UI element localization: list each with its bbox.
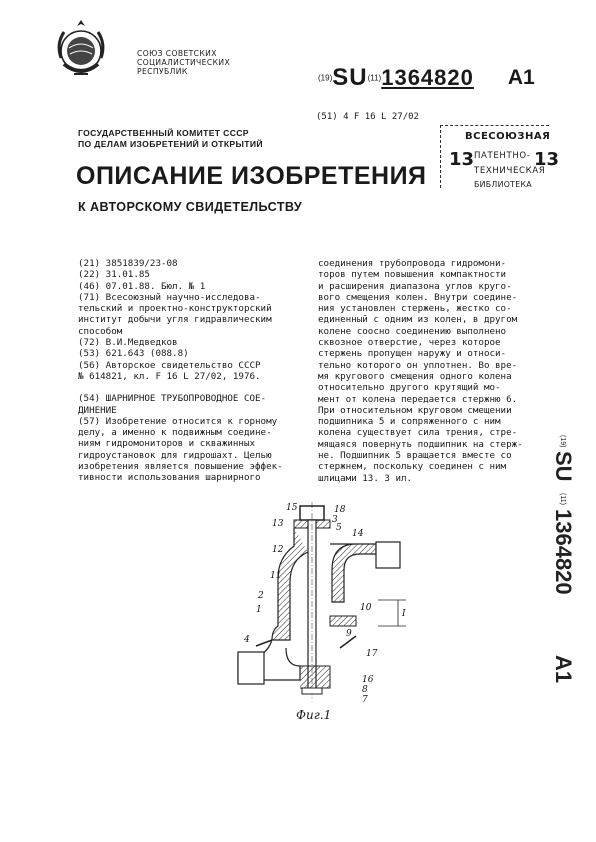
side-code: SU bbox=[551, 451, 576, 482]
upper-elbow bbox=[330, 544, 376, 602]
part-label: 14 bbox=[352, 529, 364, 539]
abstract-line: гидроустановок для гидрошахт. Целью bbox=[78, 449, 272, 461]
agency-name bbox=[78, 128, 263, 150]
bibliographic-data bbox=[78, 258, 308, 484]
abstract-line: ния установлен стержень, жестко со- bbox=[318, 303, 512, 315]
part-label: 1 bbox=[256, 605, 262, 615]
abstract-line: сквозное отверстие, через которое bbox=[318, 337, 501, 349]
abstract-line: не. Подшипник 5 вращается вместе со bbox=[318, 450, 512, 462]
library-stamp bbox=[440, 125, 560, 189]
part-label: 3 bbox=[332, 515, 338, 525]
number-tag: (11) bbox=[367, 73, 382, 83]
part-label: 5 bbox=[336, 523, 342, 533]
biblio-line: (53) 621.643 (088.8) bbox=[78, 348, 189, 360]
biblio-line: институт добычи угля гидравлическим bbox=[78, 314, 272, 326]
part-label: 11 bbox=[270, 571, 282, 581]
abstract-line: тивности использования шарнирного bbox=[78, 472, 261, 484]
side-number: 1364820 bbox=[551, 509, 576, 595]
stamp-number: 13 bbox=[449, 149, 475, 170]
stamp-line: БИБЛИОТЕКА bbox=[474, 180, 532, 189]
abstract-line: ниям гидромониторов и скважинных bbox=[78, 438, 256, 450]
part-label: 2 bbox=[258, 591, 264, 601]
ipc-classification: (51) 4 F 16 L 27/02 bbox=[316, 112, 419, 122]
stamp-number: 13 bbox=[534, 149, 560, 170]
part-label: 18 bbox=[334, 505, 346, 515]
abstract-line: изобретения является повышение эффек- bbox=[78, 461, 283, 473]
abstract-line: колене соосно соединению выполнено bbox=[318, 325, 507, 337]
side-tag: (11) bbox=[559, 493, 566, 505]
document-title: ОПИСАНИЕ ИЗОБРЕТЕНИЯ bbox=[76, 162, 427, 190]
abstract-line: стержнем, поскольку соединен с ним bbox=[318, 461, 507, 473]
side-patent-id bbox=[548, 433, 580, 703]
patent-number: 1364820 bbox=[381, 65, 474, 90]
biblio-line: способом bbox=[78, 325, 123, 337]
part-label: 8 bbox=[362, 685, 368, 695]
part-label: 13 bbox=[272, 519, 284, 529]
org-line: СОЦИАЛИСТИЧЕСКИХ bbox=[137, 57, 231, 67]
abstract-line: (57) Изобретение относится к горному bbox=[78, 415, 278, 427]
part-label: 9 bbox=[346, 629, 352, 639]
invention-title-line: (54) ШАРНИРНОЕ ТРУБОПРОВОДНОЕ СОЕ- bbox=[78, 393, 267, 405]
stamp-line: ПАТЕНТНО- bbox=[474, 151, 531, 161]
org-line: СОЮЗ СОВЕТСКИХ bbox=[137, 49, 217, 58]
abstract-line: подшипника 5 и сопряженного с ним bbox=[318, 416, 501, 428]
abstract-continued bbox=[318, 258, 550, 484]
technical-drawing bbox=[228, 498, 422, 708]
abstract-line: соединения трубопровода гидромони- bbox=[318, 258, 507, 269]
abstract-line: торов путем повышения компактности bbox=[318, 269, 507, 281]
abstract-line: При относительном круговом смещении bbox=[318, 404, 512, 416]
biblio-line: (56) Авторское свидетельство СССР bbox=[78, 359, 261, 371]
abstract-line: мя кругового смещения одного колена bbox=[318, 370, 512, 382]
inlet-pipe bbox=[238, 652, 264, 684]
biblio-line: (46) 07.01.88. Бюл. № 1 bbox=[78, 280, 206, 292]
biblio-line: (22) 31.01.85 bbox=[78, 269, 150, 281]
abstract-line: мящаяся повернуть подшипник на стерж- bbox=[318, 438, 523, 450]
lower-flange bbox=[300, 666, 330, 688]
invention-title-line: ДИНЕНИЕ bbox=[78, 404, 117, 416]
part-label: 15 bbox=[286, 503, 298, 513]
biblio-line: (21) 3851839/23-08 bbox=[78, 258, 178, 269]
abstract-line: шлицами 13. 3 ил. bbox=[318, 472, 413, 484]
country-code-tag: (19) bbox=[318, 73, 333, 83]
biblio-line: (72) В.И.Медведков bbox=[78, 337, 178, 349]
biblio-line: тельский и проектно-конструкторский bbox=[78, 303, 272, 315]
flange bbox=[330, 616, 356, 626]
abstract-line: единенный с одним из колен, в другом bbox=[318, 314, 518, 326]
abstract-line: делу, а именно к подвижным соедине- bbox=[78, 427, 272, 439]
part-label: 7 bbox=[362, 695, 368, 705]
figure-caption: Фиг.1 bbox=[296, 708, 332, 722]
end-nut bbox=[302, 688, 322, 694]
agency-line: ГОСУДАРСТВЕННЫЙ КОМИТЕТ СССР bbox=[78, 128, 249, 138]
abstract-line: мент от колена передается стержню 6. bbox=[318, 393, 518, 405]
abstract-line: тельно которого он уплотнен. Во вре- bbox=[318, 359, 518, 371]
stamp-line: ВСЕСОЮЗНАЯ bbox=[465, 131, 551, 142]
agency-line: ПО ДЕЛАМ ИЗОБРЕТЕНИЙ И ОТКРЫТИЙ bbox=[78, 139, 263, 149]
part-label: 12 bbox=[272, 545, 284, 555]
outlet-pipe bbox=[376, 542, 400, 568]
union-name bbox=[137, 50, 230, 76]
biblio-line: (71) Всесоюзный научно-исследова- bbox=[78, 291, 261, 303]
part-label: 4 bbox=[244, 635, 250, 645]
side-kind: A1 bbox=[551, 655, 576, 684]
abstract-line: относительно другого крутящий мо- bbox=[318, 382, 501, 394]
part-label: 17 bbox=[366, 649, 378, 659]
abstract-line: колена существует сила трения, стре- bbox=[318, 427, 518, 439]
abstract-line: и расширения диапазона углов круго- bbox=[318, 280, 512, 292]
document-kind: A1 bbox=[507, 66, 535, 89]
abstract-line: вого смещения колен. Внутри соедине- bbox=[318, 291, 518, 303]
abstract-line: стержень пропущен наружу и относи- bbox=[318, 348, 507, 360]
document-subtitle: К АВТОРСКОМУ СВИДЕТЕЛЬСТВУ bbox=[78, 200, 303, 214]
stamp-line: ТЕХНИЧЕСКАЯ bbox=[474, 166, 546, 176]
country-code: SU bbox=[332, 64, 368, 91]
part-label: 10 bbox=[360, 603, 372, 613]
part-label: I bbox=[402, 609, 406, 619]
side-tag: (19) bbox=[559, 435, 566, 448]
part-label: 16 bbox=[362, 675, 374, 685]
state-emblem bbox=[52, 18, 110, 84]
biblio-line: № 614821, кл. F 16 L 27/02, 1976. bbox=[78, 370, 261, 382]
org-line: РЕСПУБЛИК bbox=[137, 66, 188, 76]
patent-number-block bbox=[318, 64, 535, 92]
